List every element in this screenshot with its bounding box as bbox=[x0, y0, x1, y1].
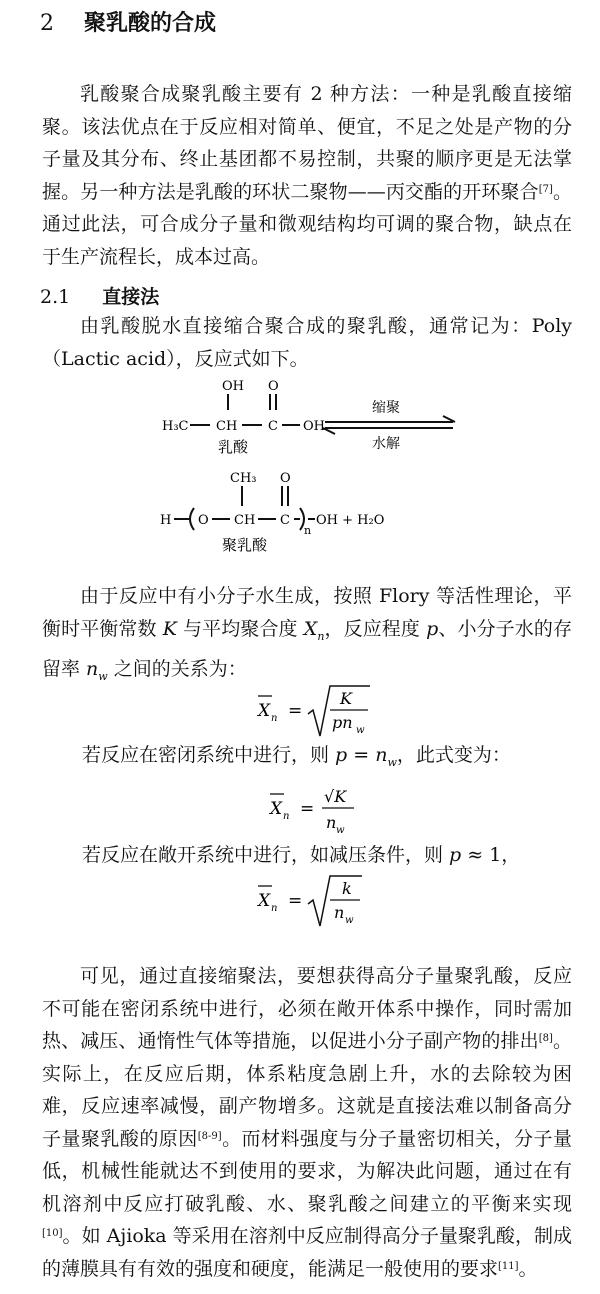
svg-text:=: = bbox=[288, 891, 303, 911]
equation-2 bbox=[262, 780, 382, 840]
arrow-top-label: 缩聚 bbox=[372, 400, 400, 416]
lactic-ch: CH bbox=[216, 419, 238, 434]
pla-ch: CH bbox=[234, 513, 256, 528]
pla-ch3: CH₃ bbox=[230, 471, 257, 486]
subsection-title: 直接法 bbox=[102, 286, 160, 308]
sub-intro-paragraph bbox=[42, 310, 572, 375]
intro-text-2: 。通过此法，可合成分子量和微观结构均可调的聚合物，缺点在于生产流程长，成本过高。 bbox=[42, 180, 572, 268]
pla-n: n bbox=[304, 524, 312, 537]
lactic-oh-end: OH bbox=[303, 419, 325, 434]
section-heading bbox=[40, 6, 216, 37]
theory-paragraph: 由于反应中有小分子水生成，按照 Flory 等活性理论，平衡时平衡常数 K 与平均聚合度 $X_n$，反应程度 p、小分子水的存留率 $n_w$ 之间的关系为： bbox=[42, 585, 572, 683]
section-title: 聚乳酸的合成 bbox=[84, 10, 217, 36]
svg-text:√K: √K bbox=[324, 787, 347, 806]
closed-system-text: 若反应在密闭系统中进行，则 $p = n_w$，此式变为： bbox=[82, 744, 511, 769]
svg-text:n: n bbox=[271, 713, 278, 724]
lactic-h3c: H₃C bbox=[162, 419, 189, 434]
citation: [8-9] bbox=[197, 1130, 222, 1142]
svg-text:n: n bbox=[283, 811, 290, 822]
reaction-scheme bbox=[150, 372, 470, 562]
svg-text:=: = bbox=[288, 701, 303, 721]
open-system-text: 若反应在敞开系统中进行，如减压条件，则 p ≈ 1， bbox=[82, 844, 521, 866]
pla-o: O bbox=[280, 471, 291, 486]
svg-text:n: n bbox=[271, 903, 278, 914]
svg-text:w: w bbox=[345, 915, 354, 926]
svg-text:n: n bbox=[334, 903, 345, 922]
citation: [7] bbox=[538, 183, 553, 195]
svg-text:X: X bbox=[258, 701, 271, 721]
svg-text:k: k bbox=[342, 879, 352, 898]
citation: [10] bbox=[42, 1228, 63, 1239]
svg-text:X: X bbox=[258, 891, 271, 911]
lactic-o-label: O bbox=[268, 379, 279, 394]
pla-h: H bbox=[160, 513, 172, 528]
intro-paragraph bbox=[42, 78, 572, 273]
svg-text:n: n bbox=[326, 813, 337, 832]
pla-c: C bbox=[280, 513, 290, 528]
pla-o2: O bbox=[198, 513, 209, 528]
svg-text:=: = bbox=[300, 799, 315, 819]
citation: [8] bbox=[538, 1033, 553, 1044]
equation-1 bbox=[250, 682, 390, 742]
equation-3 bbox=[250, 872, 390, 932]
sub-intro-text: 由乳酸脱水直接缩合聚合成的聚乳酸，通常记为：Poly（Lactic acid），反应式如下。 bbox=[42, 315, 572, 370]
svg-text:X: X bbox=[270, 799, 283, 819]
subsection-number: 2.1 bbox=[40, 286, 71, 308]
pla-name: 聚乳酸 bbox=[222, 536, 268, 554]
arrow-bottom-label: 水解 bbox=[372, 436, 400, 452]
svg-text:K: K bbox=[340, 689, 352, 708]
conclusion-paragraph: 可见，通过直接缩聚法，要想获得高分子量聚乳酸，反应不可能在密闭系统中进行，必须在敞开体系中操作，同时需加热、减压、通惰性气体等措施，以促进小分子副产物的排出[8]。实际上，在反应后期，体系粘度急剧上升，水的去除较为困难，反应速率减慢，副产物增多。这就是直接法难以制备高分子量聚乳酸的原因[8-9]。而材料强度与分子量密切相关，分子量低，机械性能就达不到使用的要求，为解决此问题，通过在有机溶剂中反应打破乳酸、水、聚乳酸之间建立的平衡来实现[10]。如 Ajioka 等采用在溶剂中反应制得高分子量聚乳酸，制成的薄膜具有有效的强度和硬度，能满足一般使用的要求[11]。 bbox=[42, 965, 572, 1280]
citation: [11] bbox=[498, 1260, 519, 1272]
lactic-c: C bbox=[268, 419, 278, 434]
intro-text: 乳酸聚合成聚乳酸主要有 2 种方法：一种是乳酸直接缩聚。该法优点在于反应相对简单、便宜，不足之处是产物的分子量及其分布、终止基团都不易控制，共聚的顺序更是无法掌握。另一种方法是乳酸的环状二聚物——丙交酯的开环聚合 bbox=[42, 83, 572, 203]
pla-tail: OH + H₂O bbox=[316, 513, 385, 528]
svg-text:w: w bbox=[356, 725, 365, 736]
lactic-name: 乳酸 bbox=[218, 438, 249, 456]
svg-text:w: w bbox=[336, 825, 345, 836]
subsection-heading bbox=[40, 282, 159, 309]
lactic-oh-label: OH bbox=[222, 379, 244, 394]
svg-text:pn: pn bbox=[332, 713, 353, 732]
section-number: 2 bbox=[40, 11, 54, 36]
